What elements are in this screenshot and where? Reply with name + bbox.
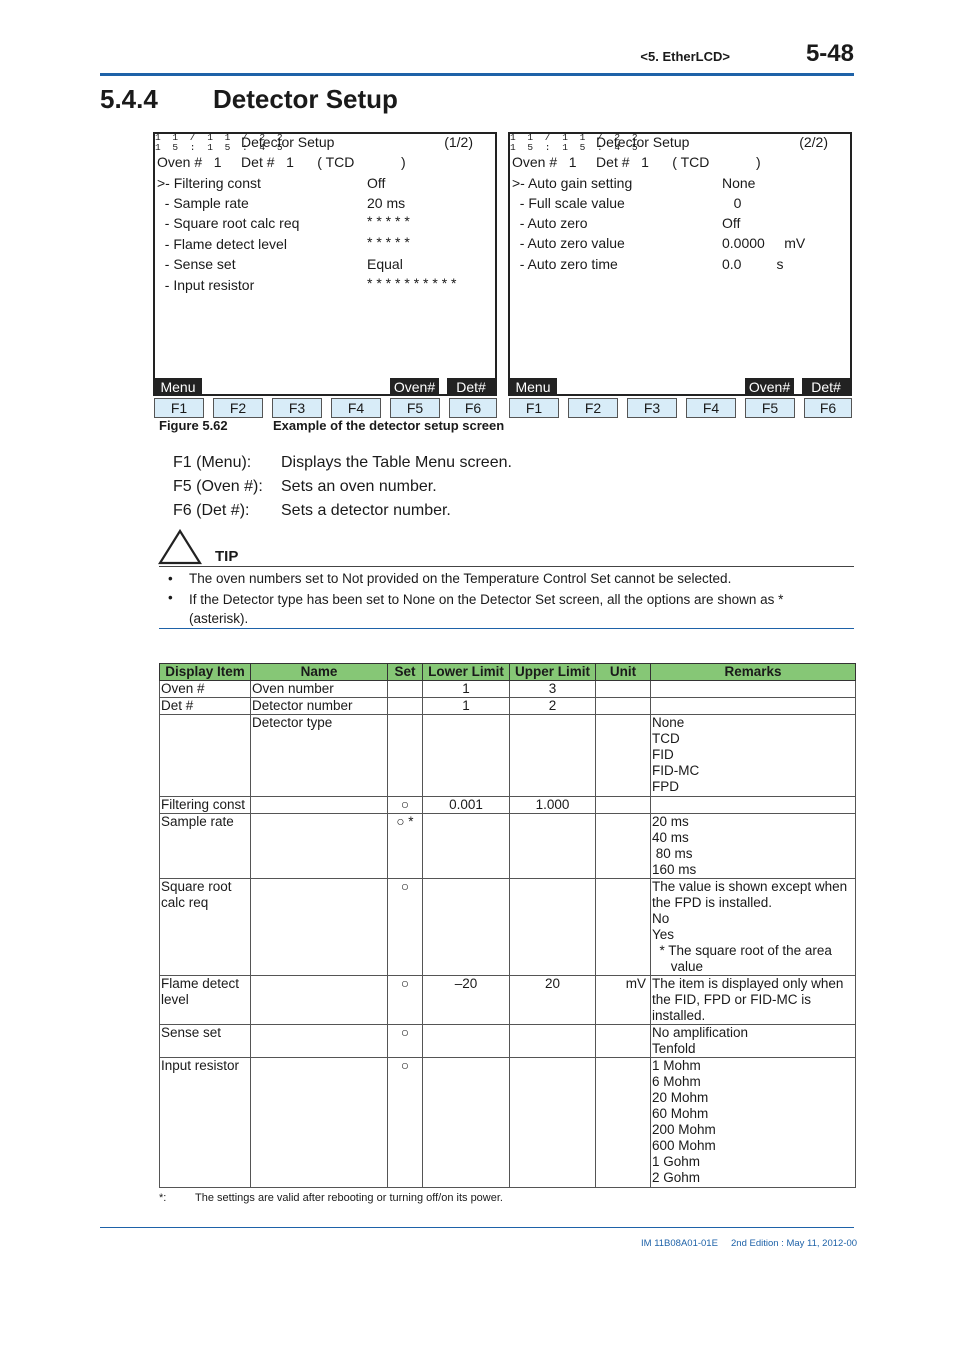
screen-page-indicator: (2/2) [799, 134, 828, 150]
column-header: Remarks [651, 664, 856, 681]
cell-item: Sense set [160, 1025, 251, 1058]
cell-item: Filtering const [160, 797, 251, 814]
cell-remarks: 20 ms 40 ms 80 ms 160 ms [651, 814, 856, 879]
table-row [160, 698, 856, 715]
setting-value: Off [367, 175, 386, 191]
cell-unit: mV [596, 976, 651, 1025]
footer-rule [100, 1227, 854, 1228]
table-row [160, 1058, 856, 1188]
screen-date: 1 1 / 1 1 / 2 2 1 5 : 1 5 : 4 5 [510, 132, 641, 153]
tip-bottom-rule [159, 628, 854, 629]
det-softkey[interactable]: Det# [447, 378, 495, 396]
cell-name: Oven number [251, 681, 388, 698]
detector-setup-screen-1 [153, 132, 497, 420]
cell-name: Detector number [251, 698, 388, 715]
screen-title: Detector Setup [241, 134, 335, 150]
screen-page-indicator: (1/2) [444, 134, 473, 150]
cell-item: Input resistor [160, 1058, 251, 1188]
footnote-mark: *: [159, 1192, 167, 1204]
edition-info: 2nd Edition : May 11, 2012-00 [731, 1238, 858, 1249]
key-description: Displays the Table Menu screen. [281, 454, 512, 471]
cell-lower [423, 1025, 510, 1058]
cell-remarks: None TCD FID FID-MC FPD [651, 715, 856, 797]
cell-upper [510, 1058, 596, 1188]
setting-value: * * * * * [367, 234, 410, 250]
table-row [160, 1025, 856, 1058]
setting-value: * * * * * * * * * * [367, 275, 457, 291]
cell-upper [510, 715, 596, 797]
table-row [160, 797, 856, 814]
cell-lower [423, 715, 510, 797]
cell-remarks [651, 681, 856, 698]
f1-key[interactable]: F1 [154, 398, 204, 418]
cell-item: Det # [160, 698, 251, 715]
table-row [160, 976, 856, 1025]
section-number: 5.4.4 [100, 84, 158, 114]
key-label: F6 (Det #): [173, 502, 250, 519]
setting-label[interactable]: - Full scale value [512, 195, 625, 211]
setting-label[interactable]: - Sense set [157, 256, 236, 272]
cell-name [251, 797, 388, 814]
footnote-text: The settings are valid after rebooting or turning off/on its power. [195, 1192, 503, 1204]
page-number: 5-48 [805, 40, 854, 67]
setting-label[interactable]: >- Filtering const [157, 175, 261, 191]
bullet-icon: • [168, 590, 173, 605]
setting-label[interactable]: - Auto zero [512, 215, 588, 231]
cell-set: ○ [388, 976, 423, 1025]
setting-value: Off [722, 215, 741, 231]
table-row [160, 681, 856, 698]
cell-lower: 1 [423, 698, 510, 715]
cell-unit [596, 879, 651, 976]
cell-unit [596, 698, 651, 715]
f4-key[interactable]: F4 [686, 398, 736, 418]
f5-key[interactable]: F5 [745, 398, 795, 418]
tip-top-rule [159, 566, 854, 567]
setting-value: None [722, 175, 756, 191]
cell-name [251, 1058, 388, 1188]
cell-name [251, 1025, 388, 1058]
cell-lower: 1 [423, 681, 510, 698]
f1-key[interactable]: F1 [509, 398, 559, 418]
warning-triangle-icon [158, 529, 202, 565]
figure-caption: Example of the detector setup screen [273, 418, 505, 433]
cell-unit [596, 681, 651, 698]
setting-value: 0 [722, 195, 742, 211]
setting-label[interactable]: - Auto zero time [512, 256, 618, 272]
table-row [160, 879, 856, 976]
key-description: Sets an oven number. [281, 478, 437, 495]
cell-item: Oven # [160, 681, 251, 698]
setting-label[interactable]: - Square root calc req [157, 215, 300, 231]
cell-lower [423, 1058, 510, 1188]
setting-label[interactable]: - Input resistor [157, 277, 255, 293]
cell-upper: 1.000 [510, 797, 596, 814]
cell-set: ○ [388, 1025, 423, 1058]
f2-key[interactable]: F2 [568, 398, 618, 418]
cell-upper [510, 1025, 596, 1058]
column-header: Display Item [160, 664, 251, 681]
detector-setup-screen-2 [508, 132, 852, 420]
cell-unit [596, 797, 651, 814]
table-row [160, 814, 856, 879]
cell-unit [596, 1025, 651, 1058]
cell-set [388, 698, 423, 715]
cell-remarks: The value is shown except when the FPD is installed. No Yes * The square root of the area value [651, 879, 856, 976]
cell-unit [596, 715, 651, 797]
key-description: Sets a detector number. [281, 502, 451, 519]
cell-item [160, 715, 251, 797]
setting-value: Equal [367, 256, 403, 272]
cell-name: Detector type [251, 715, 388, 797]
cell-lower [423, 814, 510, 879]
cell-remarks [651, 797, 856, 814]
document-id: IM 11B08A01-01E [641, 1238, 718, 1249]
table-header-row [160, 664, 856, 681]
table-row [160, 715, 856, 797]
cell-upper: 3 [510, 681, 596, 698]
header-rule [100, 73, 854, 76]
cell-unit [596, 1058, 651, 1188]
cell-lower [423, 879, 510, 976]
screen-oven-line: Oven # 1 Det # 1 ( TCD ) [157, 154, 406, 170]
cell-remarks [651, 698, 856, 715]
cell-upper [510, 879, 596, 976]
screen-oven-line: Oven # 1 Det # 1 ( TCD ) [512, 154, 761, 170]
cell-set: ○ [388, 1058, 423, 1188]
cell-upper [510, 814, 596, 879]
tip-label: TIP [215, 548, 239, 565]
cell-remarks: The item is displayed only when the FID, FPD or FID-MC is installed. [651, 976, 856, 1025]
cell-remarks: No amplification Tenfold [651, 1025, 856, 1058]
oven-softkey[interactable]: Oven# [745, 378, 794, 396]
cell-name [251, 976, 388, 1025]
setting-value: 0.0000 mV [722, 235, 806, 251]
setting-label[interactable]: >- Auto gain setting [512, 175, 633, 191]
column-header: Unit [596, 664, 651, 681]
cell-name [251, 814, 388, 879]
cell-upper: 2 [510, 698, 596, 715]
f3-key[interactable]: F3 [272, 398, 322, 418]
f6-key[interactable]: F6 [449, 398, 497, 418]
column-header: Name [251, 664, 388, 681]
f3-key[interactable]: F3 [627, 398, 677, 418]
cell-set: ○ [388, 879, 423, 976]
setting-label[interactable]: - Auto zero value [512, 235, 625, 251]
menu-softkey[interactable]: Menu [509, 378, 557, 396]
section-title: Detector Setup [213, 84, 398, 114]
setting-label[interactable]: - Flame detect level [157, 236, 287, 252]
cell-item: Square root calc req [160, 879, 251, 976]
cell-lower: –20 [423, 976, 510, 1025]
screen-title: Detector Setup [596, 134, 690, 150]
cell-item: Flame detect level [160, 976, 251, 1025]
detector-setup-table [159, 663, 856, 1188]
bullet-icon: • [168, 571, 173, 586]
column-header: Upper Limit [510, 664, 596, 681]
cell-upper: 20 [510, 976, 596, 1025]
setting-value: * * * * * [367, 213, 410, 229]
cell-set [388, 681, 423, 698]
screen-date: 1 1 / 1 1 / 2 2 1 5 : 1 5 : 4 5 [155, 132, 286, 153]
column-header: Set [388, 664, 423, 681]
oven-softkey[interactable]: Oven# [390, 378, 439, 396]
cell-set: ○ [388, 797, 423, 814]
cell-item: Sample rate [160, 814, 251, 879]
f4-key[interactable]: F4 [331, 398, 381, 418]
menu-softkey[interactable]: Menu [154, 378, 202, 396]
tip-item: The oven numbers set to Not provided on the Temperature Control Set cannot be selected. [189, 571, 732, 586]
det-softkey[interactable]: Det# [802, 378, 850, 396]
f5-key[interactable]: F5 [390, 398, 440, 418]
f6-key[interactable]: F6 [804, 398, 852, 418]
figure-number: Figure 5.62 [159, 418, 228, 433]
cell-unit [596, 814, 651, 879]
column-header: Lower Limit [423, 664, 510, 681]
f2-key[interactable]: F2 [213, 398, 263, 418]
key-label: F5 (Oven #): [173, 478, 263, 495]
cell-set: ○ * [388, 814, 423, 879]
chapter-label: <5. EtherLCD> [640, 49, 730, 64]
key-label: F1 (Menu): [173, 454, 252, 471]
cell-set [388, 715, 423, 797]
cell-remarks: 1 Mohm 6 Mohm 20 Mohm 60 Mohm 200 Mohm 600 Mohm 1 Gohm 2 Gohm [651, 1058, 856, 1188]
setting-label[interactable]: - Sample rate [157, 195, 249, 211]
tip-item: If the Detector type has been set to None on the Detector Set screen, all the options are shown as * (asterisk). [189, 592, 784, 626]
cell-name [251, 879, 388, 976]
setting-value: 0.0 s [722, 256, 784, 272]
cell-lower: 0.001 [423, 797, 510, 814]
setting-value: 20 ms [367, 195, 406, 211]
